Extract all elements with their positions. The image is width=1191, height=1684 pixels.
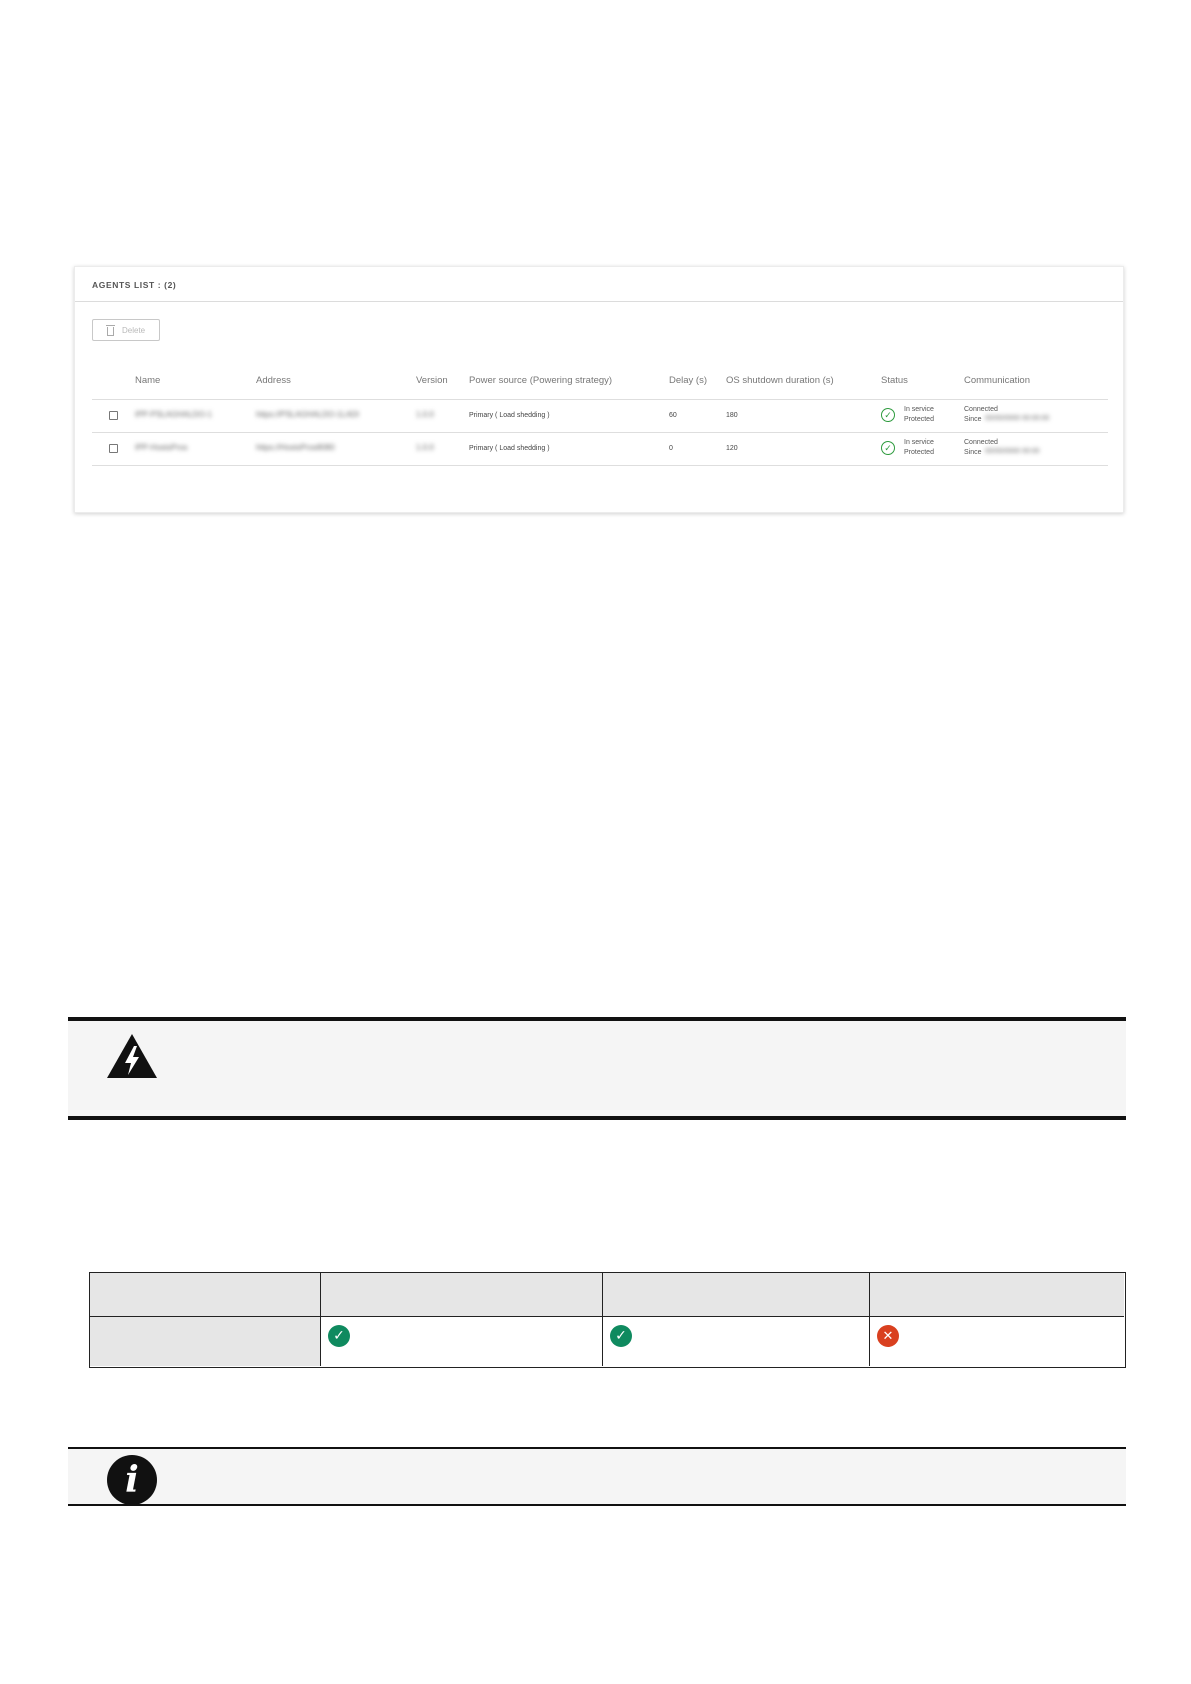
communication-since-value: 00/00/0000 00:00:00 xyxy=(985,415,1050,422)
agent-power-source: Primary ( Load shedding ) xyxy=(469,412,550,419)
status-line-2: Protected xyxy=(904,416,934,423)
status-line-1: In service xyxy=(904,439,934,446)
table-cell xyxy=(870,1317,1124,1366)
column-header-delay[interactable]: Delay (s) xyxy=(669,375,708,386)
agent-name: IPP-PSLAGHALDO-1 xyxy=(135,410,212,419)
table-header-cell xyxy=(603,1273,870,1317)
panel-divider xyxy=(75,301,1123,302)
communication-since-label: Since xyxy=(964,449,982,456)
cross-icon: ✕ xyxy=(877,1325,899,1347)
agent-os-shutdown: 120 xyxy=(726,445,738,452)
table-cell xyxy=(321,1317,603,1366)
check-icon: ✓ xyxy=(328,1325,350,1347)
agent-address: https://PSLAGHALDO-1LADI xyxy=(256,410,360,419)
warning-box xyxy=(68,1017,1126,1120)
column-header-version[interactable]: Version xyxy=(416,375,448,386)
communication-line-1: Connected xyxy=(964,406,998,413)
agent-address: https://HostsPros8080 xyxy=(256,443,335,452)
agent-power-source: Primary ( Load shedding ) xyxy=(469,445,550,452)
info-box xyxy=(68,1447,1126,1506)
communication-line-1: Connected xyxy=(964,439,998,446)
row-checkbox[interactable] xyxy=(109,444,118,453)
status-ok-icon: ✓ xyxy=(881,441,895,455)
table-header-cell xyxy=(870,1273,1124,1317)
table-cell xyxy=(603,1317,870,1366)
table-row-header-cell xyxy=(90,1317,321,1366)
communication-since-label: Since xyxy=(964,416,982,423)
agent-version: 1.0.0 xyxy=(416,443,434,452)
panel-title: AGENTS LIST : (2) xyxy=(92,280,177,290)
column-header-communication[interactable]: Communication xyxy=(964,375,1030,386)
status-ok-icon: ✓ xyxy=(881,408,895,422)
column-header-status[interactable]: Status xyxy=(881,375,908,386)
column-header-os-shutdown[interactable]: OS shutdown duration (s) xyxy=(726,375,834,386)
delete-button[interactable] xyxy=(92,319,160,341)
communication-since-value: 00/00/0000 00:00 xyxy=(985,448,1040,455)
high-voltage-warning-icon xyxy=(106,1033,158,1079)
column-header-address[interactable]: Address xyxy=(256,375,291,386)
row-divider xyxy=(92,465,1108,466)
table-row[interactable] xyxy=(75,400,1123,432)
agent-delay: 0 xyxy=(669,445,673,452)
trash-icon xyxy=(107,327,114,336)
compatibility-table xyxy=(89,1272,1126,1368)
agent-os-shutdown: 180 xyxy=(726,412,738,419)
column-header-power-source[interactable]: Power source (Powering strategy) xyxy=(469,375,613,386)
delete-button-label: Delete xyxy=(122,325,146,335)
status-line-2: Protected xyxy=(904,449,934,456)
agent-delay: 60 xyxy=(669,412,677,419)
table-row[interactable] xyxy=(75,433,1123,465)
row-checkbox[interactable] xyxy=(109,411,118,420)
check-icon: ✓ xyxy=(610,1325,632,1347)
info-icon: i xyxy=(107,1455,157,1505)
table-header-cell xyxy=(321,1273,603,1317)
agent-name: IPP-HostsPros xyxy=(135,443,188,452)
column-header-name[interactable]: Name xyxy=(135,375,161,386)
status-line-1: In service xyxy=(904,406,934,413)
table-header-cell xyxy=(90,1273,321,1317)
agents-list-panel xyxy=(74,266,1124,513)
agent-version: 1.0.0 xyxy=(416,410,434,419)
